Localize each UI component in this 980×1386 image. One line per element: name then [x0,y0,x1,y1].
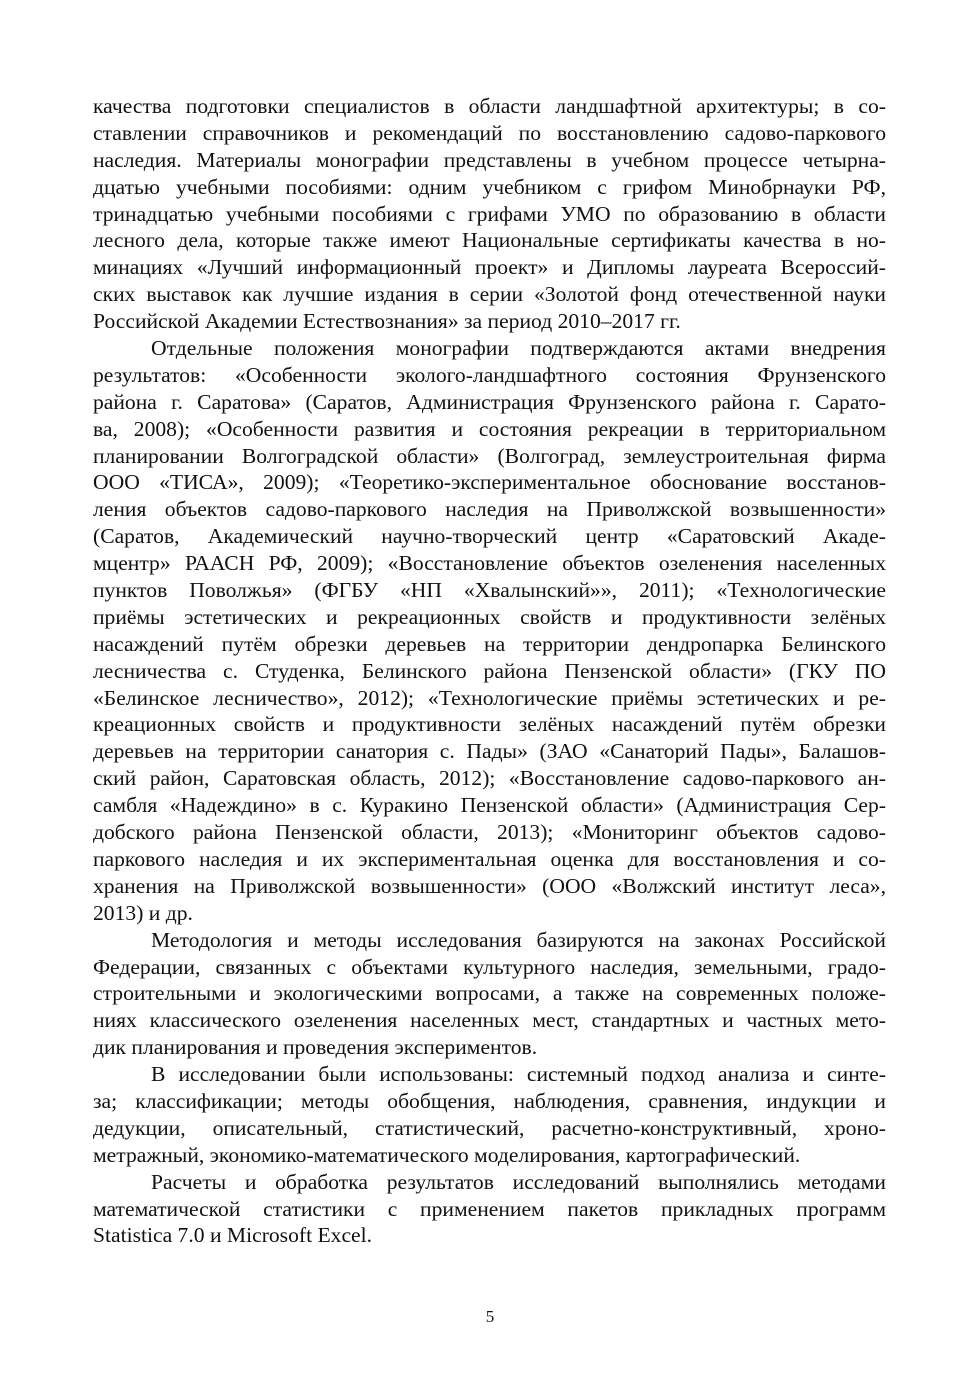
text-line: планировании Волгоградской области» (Волгоград, землеустроительная фирма [93,443,886,468]
paragraph [93,1169,886,1250]
text-line: Statistica 7.0 и Microsoft Excel. [93,1223,373,1248]
text-line: ниях классического озеленения населенных мест, стандартных и частных мето- [93,1008,886,1033]
text-line: ва, 2008); «Особенности развития и состояния рекреации в территориальном [93,416,886,441]
text-line: ских выставок как лучшие издания в серии «Золотой фонд отечественной науки [93,282,886,307]
text-line: наследия. Материалы монографии представлены в учебном процессе четырна- [93,147,886,172]
text-line: 2013) и др. [93,900,193,925]
text-line: Федерации, связанных с объектами культурного наследия, земельными, градо- [93,954,886,979]
paragraph [93,927,886,1061]
text-line: минациях «Лучший информационный проект» и Дипломы лауреата Всероссий- [93,255,886,280]
text-line: дедукции, описательный, статистический, расчетно-конструктивный, хроно- [93,1115,886,1140]
text-line: Отдельные положения монографии подтверждаются актами внедрения [151,336,886,361]
text-line: В исследовании были использованы: системный подход анализа и синте- [151,1062,886,1087]
text-line: ООО «ТИСА», 2009); «Теоретико-экспериментальное обоснование восстанов- [93,470,886,495]
text-line: (Саратов, Академический научно-творческий центр «Саратовский Акаде- [93,524,886,549]
text-line: креационных свойств и продуктивности зелёных насаждений путём обрезки [93,712,886,737]
text-line: мцентр» РААСН РФ, 2009); «Восстановление объектов озеленения населенных [93,551,886,576]
text-line: лесничества с. Студенка, Белинского района Пензенской области» (ГКУ ПО [93,658,886,683]
text-line: хранения на Приволжской возвышенности» (ООО «Волжский институт леса», [93,873,886,898]
text-line: паркового наследия и их экспериментальная оценка для восстановления и со- [93,846,886,871]
text-line: деревьев на территории санатория с. Пады» (ЗАО «Санаторий Пады», Балашов- [93,739,886,764]
text-line: метражный, экономико-математического моделирования, картографический. [93,1142,801,1167]
paragraph [93,335,886,927]
text-line: математической статистики с применением пакетов прикладных программ [93,1196,886,1221]
text-line: Российской Академии Естествознания» за период 2010–2017 гг. [93,309,681,334]
text-line: ский район, Саратовская область, 2012); «Восстановление садово-паркового ан- [93,766,886,791]
text-line: строительными и экологическими вопросами, а также на современных положе- [93,981,886,1006]
text-line: приёмы эстетических и рекреационных свойств и продуктивности зелёных [93,604,886,629]
page-number: 5 [485,1307,495,1326]
text-line: района г. Саратова» (Саратов, Администрация Фрунзенского района г. Сарато- [93,389,886,414]
text-line: за; классификации; методы обобщения, наблюдения, сравнения, индукции и [93,1088,886,1113]
text-line: насаждений путём обрезки деревьев на территории дендропарка Белинского [93,631,886,656]
paragraph [93,93,886,335]
text-line: дик планирования и проведения экспериментов. [93,1035,538,1060]
text-line: дцатью учебными пособиями: одним учебником с грифом Минобрнауки РФ, [93,174,886,199]
text-line: ставлении справочников и рекомендаций по восстановлению садово-паркового [93,120,886,145]
body-text [93,93,886,1249]
text-line: тринадцатью учебными пособиями с грифами УМО по образованию в области [93,201,886,226]
text-line: Методология и методы исследования базируются на законах Российской [151,927,886,952]
text-line: «Белинское лесничество», 2012); «Технологические приёмы эстетических и ре- [93,685,886,710]
text-line: самбля «Надеждино» в с. Куракино Пензенской области» (Администрация Сер- [93,793,886,818]
paragraph [93,1061,886,1169]
text-line: добского района Пензенской области, 2013); «Мониторинг объектов садово- [93,820,886,845]
text-line: результатов: «Особенности эколого-ландшафтного состояния Фрунзенского [93,362,886,387]
text-line: лесного дела, которые также имеют Национальные сертификаты качества в но- [93,228,886,253]
text-line: качества подготовки специалистов в области ландшафтной архитектуры; в со- [93,94,886,118]
text-line: ления объектов садово-паркового наследия на Приволжской возвышенности» [93,497,886,522]
text-line: Расчеты и обработка результатов исследований выполнялись методами [151,1169,886,1194]
text-line: пунктов Поволжья» (ФГБУ «НП «Хвалынский»», 2011); «Технологические [93,578,886,603]
